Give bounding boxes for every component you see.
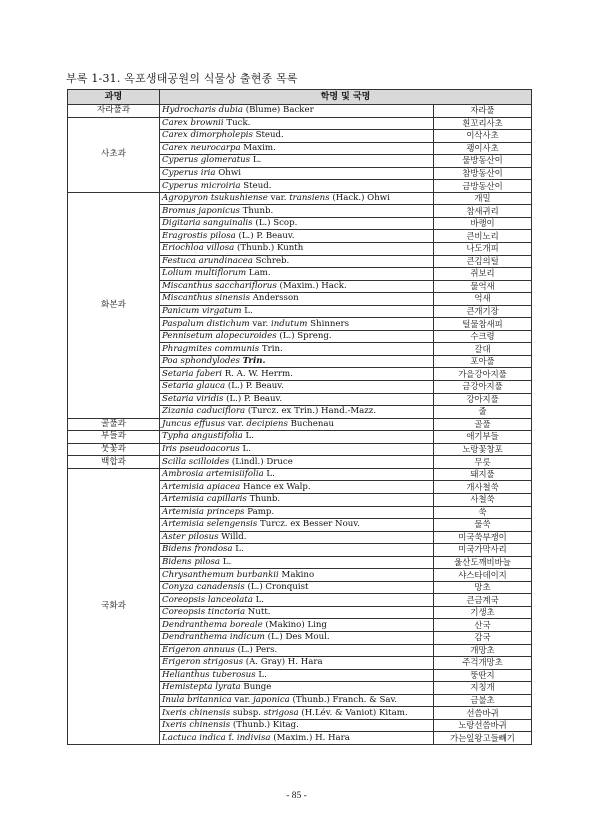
korean-name-cell: 산국 [434, 619, 532, 632]
scientific-name-part: Inula britannica [162, 694, 232, 705]
scientific-name-part: var. [225, 418, 247, 429]
scientific-name-part: L. [232, 544, 244, 555]
scientific-name-cell [160, 330, 434, 343]
scientific-name-part: Bidens frondosa [162, 544, 233, 555]
scientific-name-part: Erigeron strigosus [162, 657, 244, 668]
family-cell: 화본과 [68, 192, 160, 418]
korean-name-cell: 갈대 [434, 343, 532, 356]
scientific-name-part: L. [263, 469, 275, 480]
scientific-name-part: Scilla scilloides [162, 456, 230, 467]
korean-name-cell: 참새귀리 [434, 205, 532, 218]
scientific-name-cell [160, 531, 434, 544]
korean-name-cell: 울산도깨비바늘 [434, 556, 532, 569]
korean-name-cell: 참방동산이 [434, 167, 532, 180]
page-number: - 85 - [286, 791, 307, 801]
korean-name-cell: 물쑥 [434, 519, 532, 532]
korean-name-cell: 가는잎왕고들빼기 [434, 732, 532, 745]
korean-name-cell: 물억새 [434, 280, 532, 293]
scientific-name-part: Dendranthema indicum [162, 632, 265, 643]
scientific-name-part: Hydrocharis dubia [162, 105, 244, 116]
scientific-name-part: Nutt. [245, 607, 271, 618]
korean-name-cell: 망초 [434, 581, 532, 594]
scientific-name-part: R. A. W. Herrm. [222, 368, 293, 379]
scientific-name-part: Bidens pilosa [162, 556, 221, 567]
scientific-name-part: Lolium multiflorum [162, 268, 247, 279]
family-cell: 국화과 [68, 468, 160, 744]
scientific-name-cell [160, 393, 434, 406]
scientific-name-part: (Maxim.) Hack. [276, 280, 347, 291]
scientific-name-part: Dendranthema boreale [162, 619, 263, 630]
korean-name-cell: 선씀바귀 [434, 707, 532, 720]
scientific-name-part: Panicum virgatum [162, 306, 242, 317]
scientific-name-part: Erigeron annuus [162, 644, 235, 655]
scientific-name-part: subsp. [230, 707, 264, 718]
scientific-name-part: (Maxim.) H. Hara [270, 732, 350, 743]
korean-name-cell: 물방동산이 [434, 155, 532, 168]
scientific-name-part: L. [220, 556, 232, 567]
scientific-name-part: indutum [270, 318, 308, 329]
scientific-name-part: L. [241, 306, 253, 317]
scientific-name-cell [160, 355, 434, 368]
korean-name-cell: 쑥 [434, 506, 532, 519]
korean-name-cell: 미국가막사리 [434, 544, 532, 557]
scientific-name-part: Miscanthus sinensis [162, 293, 250, 304]
scientific-name-part: Thunb. [246, 494, 281, 505]
scientific-name-cell [160, 682, 434, 695]
korean-name-cell: 가을강아지풀 [434, 368, 532, 381]
table-row [68, 105, 532, 118]
scientific-name-part: Coreopsis tinctoria [162, 607, 246, 618]
scientific-name-part: strigosa [263, 707, 299, 718]
scientific-name-part: (L.) Pers. [234, 644, 278, 655]
scientific-name-cell [160, 343, 434, 356]
scientific-name-part: Andersson [249, 293, 299, 304]
scientific-name-cell [160, 318, 434, 331]
scientific-name-part: Cyperus glomeratus [162, 155, 251, 166]
scientific-name-part: Typha angustifolia [162, 431, 243, 442]
scientific-name-part: Aster pilosus [162, 531, 219, 542]
scientific-name-cell [160, 619, 434, 632]
scientific-name-cell [160, 657, 434, 670]
table-row [68, 431, 532, 444]
scientific-name-part: Steud. [252, 130, 284, 141]
scientific-name-part: Willd. [218, 531, 247, 542]
scientific-name-cell [160, 519, 434, 532]
scientific-name-cell [160, 707, 434, 720]
scientific-name-part: Conyza canadensis [162, 582, 245, 593]
korean-name-cell: 이삭사초 [434, 130, 532, 143]
scientific-name-cell [160, 719, 434, 732]
table-body [68, 105, 532, 745]
scientific-name-cell [160, 305, 434, 318]
scientific-name-part: Artemisia princeps [162, 506, 245, 517]
scientific-name-cell [160, 155, 434, 168]
scientific-name-part: Chrysanthemum burbankii [162, 569, 279, 580]
scientific-name-cell [160, 205, 434, 218]
table-row [68, 117, 532, 130]
scientific-name-part: (Thunb.) Franch. & Sav. [289, 694, 398, 705]
scientific-name-cell [160, 506, 434, 519]
scientific-name-part: L. [250, 155, 262, 166]
scientific-name-part: Zizania caduciflora [162, 406, 246, 417]
scientific-name-cell [160, 456, 434, 469]
scientific-name-part: Paspalum distichum [162, 318, 250, 329]
korean-name-cell: 미국쑥부쟁이 [434, 531, 532, 544]
scientific-name-cell [160, 105, 434, 118]
scientific-name-part: (L.) Scop. [252, 218, 298, 229]
scientific-name-part: Setaria glauca [162, 381, 226, 392]
scientific-name-part: Hemistepta lyrata [162, 682, 241, 693]
scientific-name-part: Schreb. [252, 255, 290, 266]
scientific-name-part: Maxim. [240, 142, 276, 153]
korean-name-cell: 샤스타데이지 [434, 569, 532, 582]
korean-name-cell: 골풀 [434, 418, 532, 431]
scientific-name-part: Carex dimorpholepis [162, 130, 253, 141]
scientific-name-part: Miscanthus sacchariflorus [162, 280, 277, 291]
scientific-name-part: Ambrosia artemisiifolia [162, 469, 264, 480]
scientific-name-part: Lam. [246, 268, 271, 279]
scientific-name-cell [160, 732, 434, 745]
scientific-name-cell [160, 544, 434, 557]
scientific-name-cell [160, 192, 434, 205]
korean-name-cell: 큰개기장 [434, 305, 532, 318]
korean-name-cell: 억새 [434, 293, 532, 306]
scientific-name-part: (Turcz. ex Trin.) Hand.-Mazz. [245, 406, 377, 417]
scientific-name-part: (Makino) Ling [262, 619, 327, 630]
scientific-name-part: Iris pseudoacorus [162, 444, 240, 455]
table-header-row [68, 90, 532, 105]
korean-name-cell: 노랑꽃창포 [434, 443, 532, 456]
scientific-name-part: (L.) P. Beauv. [235, 230, 295, 241]
korean-name-cell: 금불초 [434, 694, 532, 707]
scientific-name-cell [160, 268, 434, 281]
scientific-name-part: (Lindl.) Druce [229, 456, 293, 467]
scientific-name-cell [160, 694, 434, 707]
scientific-name-cell [160, 606, 434, 619]
korean-name-cell: 기생초 [434, 606, 532, 619]
family-cell: 부들과 [68, 431, 160, 444]
scientific-name-part: (Thunb.) Kitag. [230, 720, 299, 731]
scientific-name-part: Poa sphondylodes [162, 356, 240, 367]
scientific-name-part: decipiens [246, 418, 288, 429]
table-row [68, 418, 532, 431]
scientific-name-part: L. [242, 431, 254, 442]
scientific-name-cell [160, 443, 434, 456]
scientific-name-cell [160, 594, 434, 607]
scientific-name-cell [160, 556, 434, 569]
korean-name-cell: 줄 [434, 406, 532, 419]
scientific-name-part: (Blume) Backer [243, 105, 314, 116]
scientific-name-cell [160, 644, 434, 657]
scientific-name-cell [160, 481, 434, 494]
scientific-name-cell [160, 293, 434, 306]
korean-name-cell: 강아지풀 [434, 393, 532, 406]
scientific-name-part: (Thunb.) Kunth [234, 243, 304, 254]
scientific-name-part: Agropyron tsukushiense [162, 193, 268, 204]
scientific-name-part: (L.) P. Beauv. [225, 381, 284, 392]
table-caption: 부록 1-31. 옥포생태공원의 식물상 출현종 목록 [66, 72, 298, 85]
scientific-name-part: Pamp. [244, 506, 275, 517]
korean-name-cell: 괭이사초 [434, 142, 532, 155]
scientific-name-part: f. [225, 732, 237, 743]
scientific-name-part: L. [252, 594, 265, 605]
scientific-name-part: (A. Gray) H. Hara [243, 657, 323, 668]
scientific-name-part: transiens [289, 193, 330, 204]
korean-name-cell: 금방동산이 [434, 180, 532, 193]
scientific-name-cell [160, 142, 434, 155]
korean-name-cell: 개망초 [434, 644, 532, 657]
scientific-name-part: Helianthus tuberosus [162, 669, 256, 680]
scientific-name-part: Steud. [240, 180, 272, 191]
korean-name-cell: 큰금계국 [434, 594, 532, 607]
family-cell: 사초과 [68, 117, 160, 192]
scientific-name-cell [160, 581, 434, 594]
scientific-name-cell [160, 569, 434, 582]
scientific-name-part: var. [267, 193, 290, 204]
scientific-name-part: Festuca arundinacea [162, 255, 253, 266]
korean-name-cell: 큰김의털 [434, 255, 532, 268]
scientific-name-part: Setaria viridis [162, 393, 224, 404]
scientific-name-part: Bunge [240, 682, 272, 693]
scientific-name-part: Bromus japonicus [162, 205, 240, 216]
table-row [68, 443, 532, 456]
scientific-name-cell [160, 406, 434, 419]
scientific-name-cell [160, 167, 434, 180]
family-cell: 백합과 [68, 456, 160, 469]
scientific-name-cell [160, 180, 434, 193]
korean-name-cell: 쥐보리 [434, 268, 532, 281]
korean-name-cell: 애기부들 [434, 431, 532, 444]
scientific-name-part: indivisa [236, 732, 271, 743]
korean-name-cell: 개사철쑥 [434, 481, 532, 494]
korean-name-cell: 감국 [434, 631, 532, 644]
header-family: 과명 [68, 90, 160, 105]
korean-name-cell: 노랑선씀바귀 [434, 719, 532, 732]
scientific-name-part: (Hack.) Ohwi [329, 193, 390, 204]
scientific-name-cell [160, 381, 434, 394]
scientific-name-part: Setaria faberi [162, 368, 223, 379]
korean-name-cell: 주걱개망초 [434, 657, 532, 670]
scientific-name-part: Ixeris chinensis [162, 720, 231, 731]
scientific-name-part: Eragrostis pilosa [162, 230, 236, 241]
scientific-name-part: Thunb. [239, 205, 274, 216]
scientific-name-part: Coreopsis lanceolata [162, 594, 253, 605]
scientific-name-part: Phragmites communis [162, 343, 260, 354]
korean-name-cell: 사철쑥 [434, 493, 532, 506]
scientific-name-cell [160, 669, 434, 682]
scientific-name-part: Cyperus iria [162, 168, 216, 178]
scientific-name-cell [160, 255, 434, 268]
scientific-name-cell [160, 631, 434, 644]
scientific-name-part: Artemisia capillaris [162, 494, 247, 505]
scientific-name-part: (H.Lév. & Vaniot) Kitam. [298, 707, 408, 718]
scientific-name-part: (L.) Spreng. [276, 331, 332, 342]
scientific-name-part: Tuck. [223, 117, 251, 128]
scientific-name-part: L. [255, 669, 267, 680]
scientific-name-cell [160, 217, 434, 230]
korean-name-cell: 흰꼬리사초 [434, 117, 532, 130]
korean-name-cell: 털물참새피 [434, 318, 532, 331]
scientific-name-cell [160, 130, 434, 143]
table-row [68, 456, 532, 469]
korean-name-cell: 나도개피 [434, 243, 532, 256]
scientific-name-part: Carex neurocarpa [162, 142, 241, 153]
header-species: 학명 및 국명 [160, 90, 532, 105]
korean-name-cell: 바랭이 [434, 217, 532, 230]
scientific-name-cell [160, 243, 434, 256]
family-cell: 자라풀과 [68, 105, 160, 118]
scientific-name-cell [160, 117, 434, 130]
scientific-name-cell [160, 418, 434, 431]
scientific-name-part: Artemisia apiacea [162, 481, 241, 492]
scientific-name-part: Turcz. ex Besser Nouv. [257, 519, 360, 530]
scientific-name-part: var. [231, 694, 254, 705]
scientific-name-part: L. [239, 444, 251, 455]
scientific-name-cell [160, 493, 434, 506]
scientific-name-part: Buchenau [287, 418, 335, 429]
scientific-name-part: Digitaria sanguinalis [162, 218, 253, 229]
scientific-name-part: Makino [278, 569, 315, 580]
scientific-name-part: Carex brownii [162, 117, 224, 128]
scientific-name-part: Ohwi [215, 168, 241, 178]
scientific-name-part: japonica [253, 694, 290, 705]
scientific-name-part: Cyperus microiria [162, 180, 241, 191]
korean-name-cell: 수크령 [434, 330, 532, 343]
family-cell: 붓꽃과 [68, 443, 160, 456]
scientific-name-part: (L.) Des Moul. [264, 632, 330, 643]
scientific-name-part: (L.) P. Beauv. [223, 393, 283, 404]
korean-name-cell: 큰비노리 [434, 230, 532, 243]
korean-name-cell: 자라풀 [434, 105, 532, 118]
scientific-name-part: Lactuca indica [162, 732, 226, 743]
table-row [68, 192, 532, 205]
species-table [67, 89, 532, 745]
scientific-name-part: Trin. [242, 356, 266, 367]
korean-name-cell: 포아풀 [434, 355, 532, 368]
scientific-name-part: Ixeris chinensis [162, 707, 231, 718]
scientific-name-cell [160, 280, 434, 293]
table-row [68, 468, 532, 481]
scientific-name-part: Trin. [259, 343, 283, 354]
korean-name-cell: 지칭개 [434, 682, 532, 695]
scientific-name-cell [160, 468, 434, 481]
scientific-name-part: (L.) Cronquist [244, 582, 309, 593]
scientific-name-part: Juncus effusus [162, 418, 226, 429]
scientific-name-part: Shinners [307, 318, 350, 329]
family-cell: 골풀과 [68, 418, 160, 431]
scientific-name-cell [160, 431, 434, 444]
scientific-name-part: var. [249, 318, 271, 329]
scientific-name-cell [160, 230, 434, 243]
korean-name-cell: 금강아지풀 [434, 381, 532, 394]
scientific-name-part: Eriochloa villosa [162, 243, 235, 254]
korean-name-cell: 개밀 [434, 192, 532, 205]
scientific-name-part: Hance ex Walp. [240, 481, 311, 492]
scientific-name-part: Artemisia selengensis [162, 519, 258, 530]
korean-name-cell: 무릇 [434, 456, 532, 469]
scientific-name-part: Pennisetum alopecuroides [162, 331, 277, 342]
korean-name-cell: 뚱딴지 [434, 669, 532, 682]
scientific-name-cell [160, 368, 434, 381]
korean-name-cell: 돼지풀 [434, 468, 532, 481]
